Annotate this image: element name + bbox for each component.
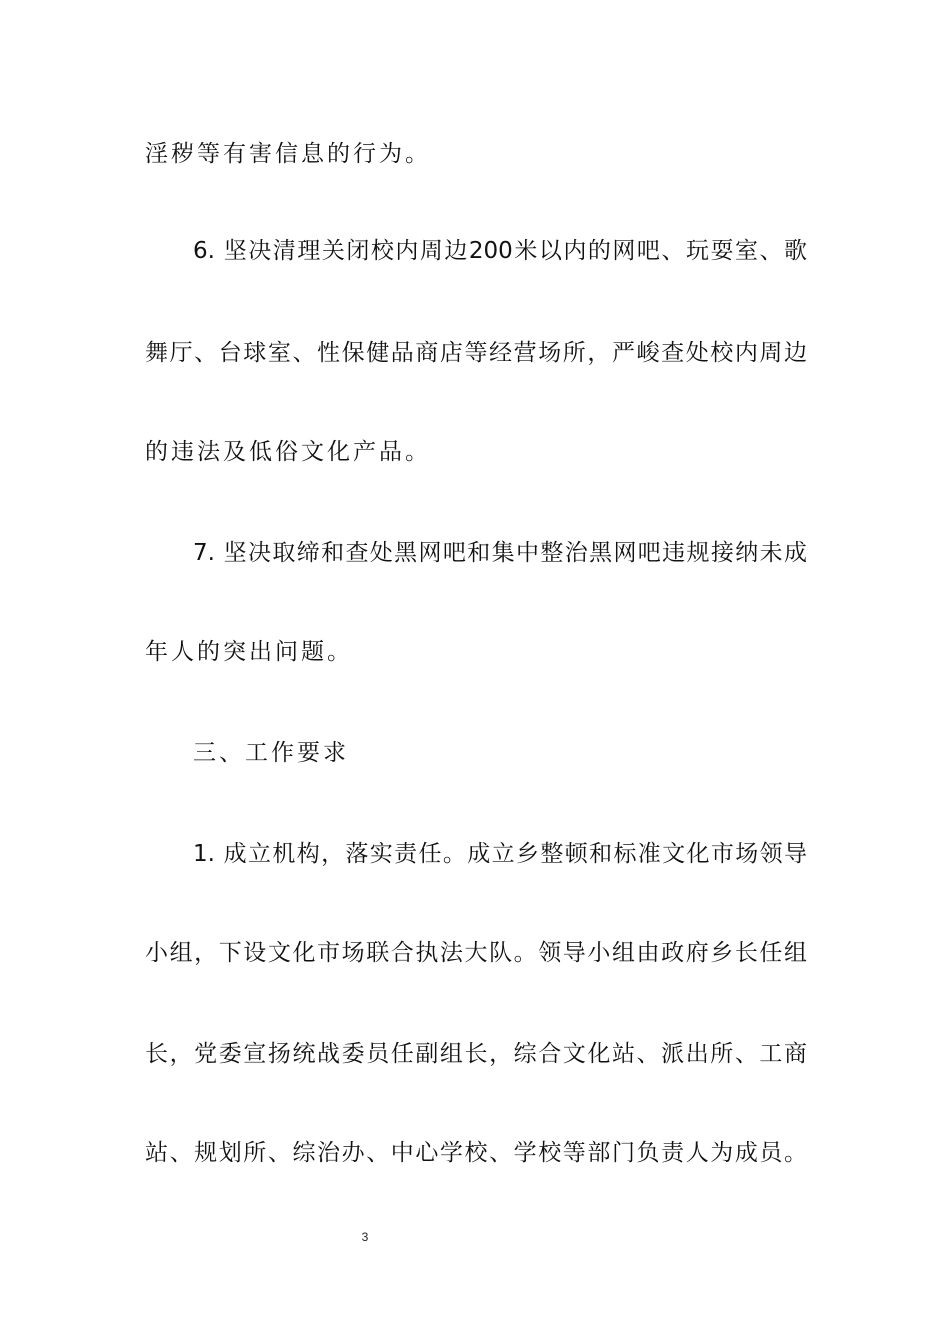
paragraph-line: 小组，下设文化市场联合执法大队。领导小组由政府乡长任组	[145, 940, 807, 966]
paragraph-line: 6. 坚决清理关闭校内周边200米以内的网吧、玩耍室、歌	[193, 238, 807, 264]
section-heading: 三、工作要求	[193, 740, 349, 766]
paragraph-line: 站、规划所、综治办、中心学校、学校等部门负责人为成员。	[145, 1140, 807, 1166]
paragraph-line: 长，党委宣扬统战委员任副组长，综合文化站、派出所、工商	[145, 1041, 807, 1067]
paragraph-line: 7. 坚决取缔和查处黑网吧和集中整治黑网吧违规接纳未成	[193, 540, 807, 566]
paragraph-line: 的违法及低俗文化产品。	[145, 439, 431, 465]
paragraph-line: 舞厅、台球室、性保健品商店等经营场所，严峻查处校内周边	[145, 340, 807, 366]
paragraph-line: 年人的突出问题。	[145, 639, 353, 665]
page-number: 3	[361, 1230, 369, 1244]
paragraph-line: 1. 成立机构，落实责任。成立乡整顿和标准文化市场领导	[193, 841, 807, 867]
paragraph-line: 淫秽等有害信息的行为。	[145, 141, 431, 167]
